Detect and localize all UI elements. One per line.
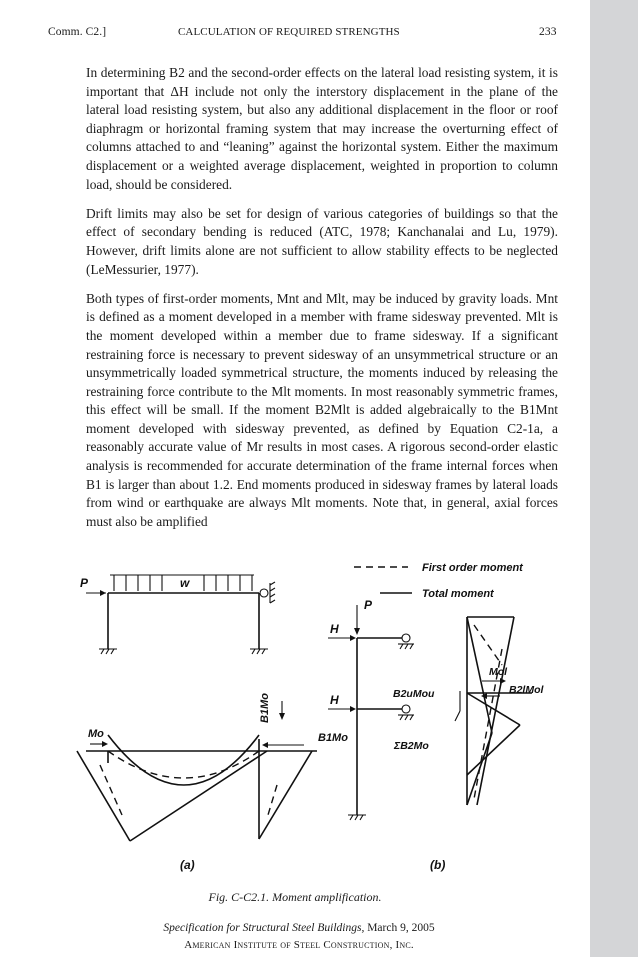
paragraph: In determining B2 and the second-order effects on the lateral load resisting system, it is important that ΔH include not only the interstory displacement in the plane of the lateral load resisting system, but also any additional displacement in the floor or roof diaphragm or horizontal framing system that may increase the overturning effect of columns attached to and “leaning” against the horizontal system. Either the maximum displacement or a weighted average displacement, weighted in proportion to column load, should be considered. <box>86 65 558 192</box>
legend-dashed-label: First order moment <box>422 562 523 574</box>
part-label-b: (b) <box>430 858 446 872</box>
load-label-H-top: H <box>330 622 339 636</box>
part-label-a: (a) <box>180 858 195 872</box>
moment-amplification-figure <box>72 553 572 883</box>
paragraph: Drift limits may also be set for design of various categories of buildings so that the effect of secondary bending is reduced (ATC, 1978; Kanchanalai and Lu, 1979). However, drift limits alone are not sufficient to allow stability effects to be neglected (LeMessurier, 1977). <box>86 205 558 277</box>
moment-label-sigmaB2Mo: ΣB2Mo <box>394 740 429 752</box>
legend-solid-label: Total moment <box>422 588 494 600</box>
load-label-P-b: P <box>364 598 373 612</box>
load-label-H-mid: H <box>330 693 339 707</box>
footer-line-2: American Institute of Steel Construction, Inc. <box>184 939 414 951</box>
moment-diagram-a <box>77 701 317 841</box>
body-text <box>86 64 558 542</box>
running-header-title: CALCULATION OF REQUIRED STRENGTHS <box>178 26 400 38</box>
moment-label-Mo: Mo <box>88 728 104 740</box>
paragraph: Both types of first-order moments, Mnt and Mlt, may be induced by gravity loads. Mnt is defined as a moment developed in a member with frame sidesway prevented. Mlt is the moment developed within a member due to frame sidesway. If a significant restraining force is necessary to prevent sidesway of an unsymmetrical structure or an unsymmetrically loaded symmetrical structure, the moments induced by releasing the restraining force contribute to the Mlt moments. In most reasonably symmetric frames, this effect will be small. If the moment B2Mlt is added algebraically to the B1Mnt moment developed with sidesway prevented, as defined by Equation C2-1a, a reasonably accurate value of Mr results in most cases. A rigorous second-order elastic analysis is recommended for accurate determination of the frame internal forces when B1 is larger than about 1.2. End moments produced in sidesway frames by lateral loads from wind or earthquake are always Mlt moments. Note that, in general, axial forces must also be amplified <box>86 290 558 529</box>
moment-label-B2uMou: B2uMou <box>393 688 435 700</box>
page-number: 233 <box>539 26 557 38</box>
frame-b <box>328 605 414 820</box>
moment-diagram-b <box>455 617 532 805</box>
moment-label-Mol: Mol <box>489 666 508 678</box>
figure-caption: Fig. C-C2.1. Moment amplification. <box>208 890 382 904</box>
footer-spec-title: Specification for Structural Steel Buildings, <box>163 922 365 934</box>
footer-line-1 <box>0 922 598 934</box>
moment-label-B1Mo-vertical: B1Mo <box>259 693 271 723</box>
running-header-left: Comm. C2.] <box>48 26 107 38</box>
footer-date: March 9, 2005 <box>364 922 435 934</box>
load-label-P-a: P <box>80 576 89 590</box>
moment-label-B1Mo: B1Mo <box>318 732 348 744</box>
margin-sidebar <box>590 0 638 957</box>
moment-label-B2lMol: B2lMol <box>509 684 544 696</box>
load-label-w: w <box>180 576 190 590</box>
